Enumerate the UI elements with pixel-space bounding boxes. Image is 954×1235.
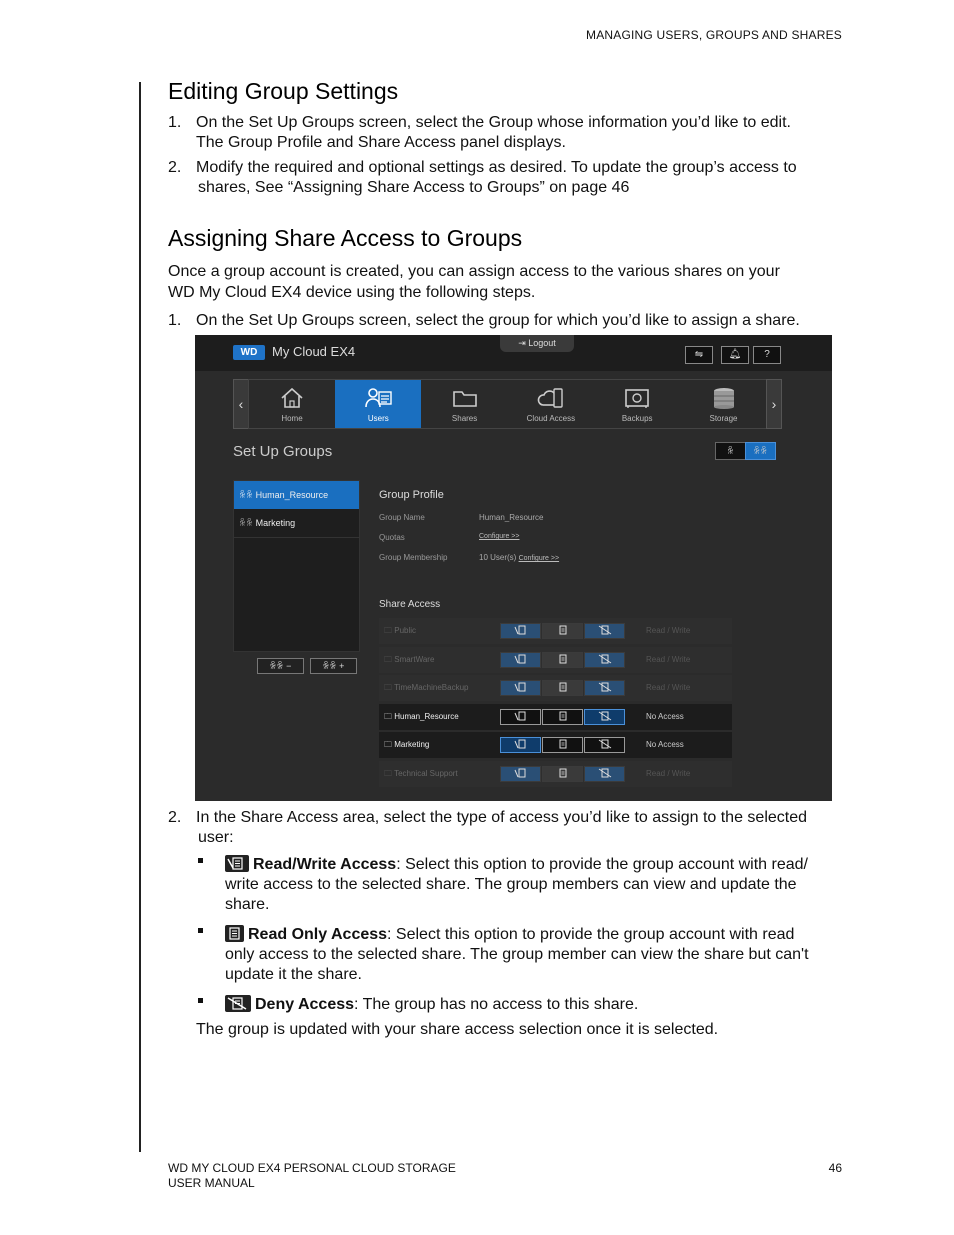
share-name: [384, 618, 416, 644]
read-write-button[interactable]: [500, 709, 541, 725]
footer-manual: USER MANUAL: [168, 1176, 255, 1190]
nav-item-home[interactable]: [249, 380, 335, 428]
deny-icon: [598, 622, 612, 639]
group-name-value: Human_Resource: [479, 513, 544, 522]
nav-label: Users: [367, 414, 389, 423]
bullet: [198, 998, 203, 1003]
option-read-only-line-2: only access to the selected share. The group member can view the share but can't: [225, 946, 809, 963]
group-name-label: Group Name: [379, 513, 425, 522]
deny-icon: [598, 765, 612, 782]
quotas-configure-link[interactable]: Configure >>: [479, 533, 520, 540]
read-only-icon: [558, 736, 568, 753]
closing-text: The group is updated with your share access selection once it is selected.: [196, 1021, 719, 1038]
folder-icon: 🗀: [384, 626, 395, 635]
step-number: 2.: [168, 809, 182, 826]
deny-access-button[interactable]: [584, 623, 625, 639]
edit-step-1-line-2: The Group Profile and Share Access panel displays.: [196, 134, 566, 151]
nav-item-shares[interactable]: [422, 380, 508, 428]
nav-item-backups[interactable]: [594, 380, 680, 428]
group-label: Human_Resource: [255, 490, 329, 500]
access-status: Read / Write: [646, 654, 691, 664]
read-write-button[interactable]: [500, 680, 541, 696]
share-access-row: [379, 761, 732, 787]
share-name: [384, 761, 458, 787]
read-write-icon: [514, 708, 528, 725]
group-profile-title: Group Profile: [379, 489, 444, 501]
share-name: [384, 732, 429, 758]
folder-icon: 🗀: [384, 769, 395, 778]
nav-right-arrow[interactable]: ›: [766, 379, 782, 429]
nav-label: Shares: [451, 414, 478, 423]
intro-line-2: WD My Cloud EX4 device using the following steps.: [168, 284, 536, 301]
logout-label: Logout: [528, 338, 556, 348]
deny-icon: [598, 679, 612, 696]
access-status: Read / Write: [646, 683, 691, 693]
step-number: 2.: [168, 159, 182, 176]
access-button-group: [500, 766, 626, 782]
option-text: : Select this option to provide the group account with read/: [396, 856, 808, 873]
bullet: [198, 858, 203, 863]
access-button-group: [500, 737, 626, 753]
brand-name: My Cloud EX4: [272, 344, 356, 359]
option-title: Read Only Access: [248, 926, 388, 943]
read-write-icon: [514, 622, 528, 639]
add-group-button[interactable]: ꆜꆜ +: [310, 658, 357, 674]
group-list: [233, 480, 360, 652]
share-name: [384, 675, 468, 701]
group-label: Marketing: [255, 518, 296, 528]
nav-label: Cloud Access: [526, 414, 576, 423]
main-nav: [248, 379, 768, 429]
membership-label: Group Membership: [379, 553, 448, 562]
read-only-icon: [558, 708, 568, 725]
share-name-text: SmartWare: [394, 654, 435, 664]
step-number: 1.: [168, 312, 182, 329]
assign-step-1: On the Set Up Groups screen, select the group for which you’d like to assign a share.: [196, 312, 800, 329]
access-button-group: [500, 680, 626, 696]
deny-icon: [598, 651, 612, 668]
membership-configure-link[interactable]: Configure >>: [518, 555, 560, 562]
share-access-row: [379, 675, 732, 701]
intro-line-1: Once a group account is created, you can assign access to the various shares on your: [168, 263, 780, 280]
read-only-button[interactable]: [542, 623, 583, 639]
share-name: [384, 647, 434, 673]
read-write-button[interactable]: [500, 623, 541, 639]
read-write-icon: [514, 679, 528, 696]
share-access-row: [379, 647, 732, 673]
access-status: No Access: [646, 711, 684, 721]
read-only-icon: [558, 622, 568, 639]
read-write-button[interactable]: [500, 652, 541, 668]
share-access-row: [379, 618, 732, 644]
footer-product: WD MY CLOUD EX4 PERSONAL CLOUD STORAGE: [168, 1161, 456, 1175]
page-title: Set Up Groups: [233, 443, 333, 460]
share-name-text: Public: [394, 626, 417, 635]
option-deny-line-1: [225, 995, 638, 1015]
deny-icon: [225, 995, 251, 1012]
assign-step-2-line-1: In the Share Access area, select the type of access you’d like to assign to the selected: [196, 809, 808, 826]
nav-label: Storage: [709, 414, 738, 423]
nav-item-storage[interactable]: [681, 380, 767, 428]
read-only-button[interactable]: [542, 709, 583, 725]
share-name-text: Technical Support: [394, 769, 458, 778]
option-read-write-line-3: share.: [225, 896, 270, 913]
deny-access-button[interactable]: [584, 680, 625, 696]
option-read-write-line-2: write access to the selected share. The group members can view and update the: [225, 876, 797, 893]
folder-icon: 🗀: [384, 654, 395, 664]
remove-group-button[interactable]: ꆜꆜ −: [257, 658, 304, 674]
access-status: No Access: [646, 740, 684, 750]
page-number: 46: [828, 1161, 842, 1175]
group-item-human-resource[interactable]: ꆜꆜ Human_Resource: [234, 481, 359, 509]
folder-icon: 🗀: [384, 740, 395, 750]
running-header: MANAGING USERS, GROUPS AND SHARES: [586, 28, 842, 42]
step-number: 1.: [168, 114, 182, 131]
option-text: : The group has no access to this share.: [354, 996, 639, 1013]
read-only-icon: [558, 765, 568, 782]
nav-label: Backups: [621, 414, 653, 423]
read-write-icon: [514, 736, 528, 753]
read-only-button[interactable]: [542, 766, 583, 782]
quotas-label: Quotas: [379, 533, 405, 542]
bell-icon[interactable]: 🔔︎: [721, 346, 749, 364]
read-only-button[interactable]: [542, 737, 583, 753]
option-read-only-line-3: update it the share.: [225, 966, 362, 983]
editing-heading: Editing Group Settings: [168, 78, 399, 104]
edit-step-2-line-1: Modify the required and optional settings as desired. To update the group’s access to: [196, 159, 797, 176]
set-up-groups-screenshot: [195, 335, 832, 801]
folder-icon: 🗀: [384, 683, 395, 693]
read-write-icon: [225, 855, 249, 872]
option-text: : Select this option to provide the group account with read: [387, 926, 795, 943]
deny-access-button[interactable]: [584, 709, 625, 725]
share-access-title: Share Access: [379, 599, 441, 610]
read-only-icon: [558, 651, 568, 668]
group-item-marketing[interactable]: ꆜꆜ Marketing: [234, 509, 359, 538]
group-view-toggle[interactable]: ꆜꆜ: [745, 442, 776, 460]
nav-label: Home: [281, 414, 303, 423]
option-read-only-line-1: [225, 925, 794, 945]
access-status: Read / Write: [646, 769, 691, 778]
read-only-icon: [558, 679, 568, 696]
access-status: Read / Write: [646, 626, 691, 635]
share-access-row: [379, 704, 732, 730]
read-only-button[interactable]: [542, 680, 583, 696]
margin-rule: [139, 82, 141, 1152]
membership-count: 10 User(s): [479, 553, 517, 562]
read-only-icon: [225, 925, 244, 942]
deny-access-button[interactable]: [584, 652, 625, 668]
usb-icon[interactable]: ⇋: [685, 346, 713, 364]
access-button-group: [500, 623, 626, 639]
deny-icon: [598, 708, 612, 725]
deny-access-button[interactable]: [584, 766, 625, 782]
logout-button[interactable]: [500, 335, 574, 352]
deny-icon: [598, 736, 612, 753]
wd-logo: WD: [233, 345, 265, 360]
nav-left-arrow[interactable]: ‹: [233, 379, 249, 429]
edit-step-2-line-2: shares, See “Assigning Share Access to Groups” on page 46: [198, 179, 630, 196]
access-button-group: [500, 709, 626, 725]
assigning-heading: Assigning Share Access to Groups: [168, 225, 523, 251]
access-button-group: [500, 652, 626, 668]
share-name-text: TimeMachineBackup: [394, 683, 469, 693]
logout-icon: ⇥: [518, 338, 529, 348]
share-name-text: Human_Resource: [394, 711, 459, 721]
bullet: [198, 928, 203, 933]
share-access-row: [379, 732, 732, 758]
edit-step-1-line-1: On the Set Up Groups screen, select the Group whose information you’d like to edit.: [196, 114, 791, 131]
option-title: Read/Write Access: [253, 856, 397, 873]
read-write-button[interactable]: [500, 737, 541, 753]
user-view-toggle[interactable]: ꆜ: [715, 442, 746, 460]
folder-icon: 🗀: [384, 711, 395, 721]
deny-access-button[interactable]: [584, 737, 625, 753]
nav-item-cloud-access[interactable]: [508, 380, 594, 428]
read-write-icon: [514, 651, 528, 668]
read-only-button[interactable]: [542, 652, 583, 668]
membership-value: [479, 553, 559, 562]
read-write-icon: [514, 765, 528, 782]
assign-step-2-line-2: user:: [198, 829, 234, 846]
option-read-write-line-1: [225, 855, 808, 875]
option-title: Deny Access: [255, 996, 355, 1013]
share-name: [384, 704, 459, 730]
read-write-button[interactable]: [500, 766, 541, 782]
nav-item-users[interactable]: [335, 380, 421, 428]
help-icon[interactable]: ?: [753, 346, 781, 364]
share-name-text: Marketing: [394, 740, 430, 750]
